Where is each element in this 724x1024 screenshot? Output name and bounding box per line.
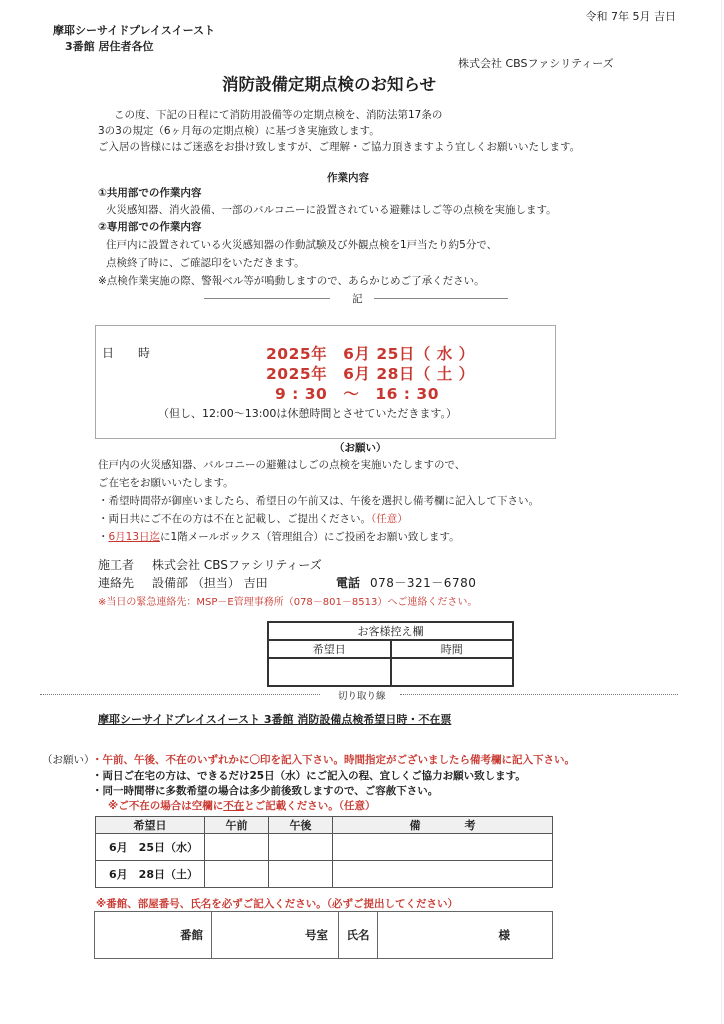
private-area-heading: ②専用部での作業内容 (98, 221, 202, 233)
contractor-name: 株式会社 CBSファシリティーズ (152, 558, 322, 572)
morning-cell[interactable] (205, 834, 269, 861)
customer-copy-time-field[interactable] (391, 658, 514, 686)
request-bullet-2 (98, 511, 408, 526)
page-edge (721, 0, 722, 1024)
phone-label: 電話 (336, 576, 361, 590)
afternoon-cell[interactable] (269, 861, 333, 888)
form-request-label: （お願い） (42, 754, 95, 766)
form-request-4 (108, 798, 375, 813)
request-line-1: 住戸内の火災感知器、バルコニーの避難はしごの点検を実施いたしますので、 (98, 459, 466, 471)
absent-keyword: 不在 (223, 800, 245, 812)
customer-copy-date-header: 希望日 (268, 640, 391, 658)
request-bullet-2-text: ・両日共にご不在の方は不在と記載し、ご提出ください。 (98, 513, 371, 525)
table-row (96, 861, 553, 888)
cut-line-right (400, 694, 678, 695)
intro-line-2: 3の3の規定（6ヶ月毎の定期点検）に基づき実施致します。 (98, 125, 380, 137)
form-request-2: ・両日ご在宅の方は、できるだけ25日（水）にご記入の程、宜しくご協力お願い致します。 (92, 770, 526, 782)
ki-rule-right (374, 298, 508, 299)
customer-copy-title: お客様控え欄 (268, 622, 513, 640)
request-heading: （お願い） (334, 442, 387, 454)
form-request-3: ・同一時間帯に多数希望の場合は多少前後致しますので、ご容赦下さい。 (92, 785, 439, 797)
request-line-2: ご在宅をお願いいたします。 (98, 477, 234, 489)
break-note: （但し、12:00～13:00は休憩時間とさせていただきます。） (158, 407, 458, 420)
alarm-notice: ※点検作業実施の際、警報ベル等が鳴動しますので、あらかじめご了承ください。 (98, 275, 485, 287)
afternoon-cell[interactable] (269, 834, 333, 861)
ki-rule-left (204, 298, 330, 299)
form-title: 摩耶シーサイドプレイスイースト 3番館 消防設備点検希望日時・不在票 (98, 713, 452, 726)
optional-tag: （任意） (371, 513, 408, 525)
name-label: 氏名 (339, 912, 378, 959)
resident-info-table (94, 911, 553, 959)
submission-deadline: 6月13日迄 (108, 531, 161, 543)
page-title: 消防設備定期点検のお知らせ (222, 75, 437, 94)
customer-copy-table (267, 621, 514, 687)
request-bullet-3 (98, 529, 460, 544)
honorific: 様 (498, 928, 510, 942)
header-remarks: 備 考 (333, 817, 553, 834)
remarks-cell[interactable] (333, 834, 553, 861)
schedule-label: 日 時 (102, 346, 151, 360)
required-note: ※番館、部屋番号、氏名を必ずご記入ください。（必ずご提出してください） (96, 898, 458, 910)
recipient-residents: 3番館 居住者各位 (65, 40, 154, 53)
header-afternoon: 午後 (269, 817, 333, 834)
recipient-building: 摩耶シーサイドプレイスイースト (53, 24, 216, 37)
phone-number: 078－321－6780 (370, 576, 477, 590)
room-number-field[interactable] (212, 912, 339, 959)
issue-date: 令和 7年 5月 吉日 (585, 10, 676, 23)
header-morning: 午前 (205, 817, 269, 834)
row-date: 6月 25日（水） (96, 834, 205, 861)
customer-copy-date-field[interactable] (268, 658, 391, 686)
work-heading: 作業内容 (327, 172, 369, 184)
intro-line-3: ご入居の皆様にはご迷惑をお掛け致しますが、ご理解・ご協力頂きますよう宜しくお願いいたします。 (98, 141, 581, 153)
schedule-date-2: 2025年 6月 28日（ 土 ） (266, 365, 475, 383)
header-preferred-date: 希望日 (96, 817, 205, 834)
emergency-contact: ※当日の緊急連絡先：MSP－E管理事務所（078－801－8513）へご連絡ください。 (98, 597, 478, 608)
contact-label: 連絡先 (98, 576, 135, 590)
customer-copy-time-header: 時間 (391, 640, 514, 658)
cut-line-label: 切り取り線 (338, 691, 386, 702)
ki-label: 記 (352, 293, 363, 305)
morning-cell[interactable] (205, 861, 269, 888)
table-row (96, 834, 553, 861)
intro-line-1: この度、下記の日程にて消防用設備等の定期点検を、消防法第17条の (114, 109, 443, 121)
contractor-label: 施工者 (98, 558, 135, 572)
form-request-4-suffix: とご記載ください。（任意） (244, 800, 376, 812)
schedule-date-1: 2025年 6月 25日（ 水 ） (266, 345, 475, 363)
building-number-field[interactable] (95, 912, 212, 959)
request-bullet-1: ・希望時間帯が御座いましたら、希望日の午前又は、午後を選択し備考欄に記入して下さい。 (98, 495, 539, 507)
bullet-prefix: ・ (98, 531, 109, 543)
cut-line-left (40, 694, 320, 695)
schedule-box (95, 325, 556, 439)
contact-person: 設備部 （担当） 吉田 (152, 576, 268, 590)
form-request-4-prefix: ※ご不在の場合は空欄に (108, 800, 224, 812)
sender-company: 株式会社 CBSファシリティーズ (458, 57, 614, 70)
private-area-text-1: 住戸内に設置されている火災感知器の作動試験及び外観点検を1戸当たり約5分で、 (106, 239, 498, 251)
row-date: 6月 28日（土） (96, 861, 205, 888)
room-label: 号室 (305, 928, 328, 942)
request-bullet-3-text: に1階メールボックス（管理組合）にご投函をお願い致します。 (160, 531, 460, 543)
schedule-time: 9 : 30 ～ 16 : 30 (275, 385, 439, 403)
remarks-cell[interactable] (333, 861, 553, 888)
common-area-heading: ①共用部での作業内容 (98, 187, 202, 199)
form-request-1: ・午前、午後、不在のいずれかに〇印を記入下さい。時間指定がございましたら備考欄に記入下さい。 (92, 754, 575, 766)
private-area-text-2: 点検終了時に、ご確認印をいただきます。 (106, 257, 305, 269)
common-area-text: 火災感知器、消火設備、一部のバルコニーに設置されている避難はしご等の点検を実施します。 (106, 204, 557, 216)
building-label: 番館 (180, 928, 203, 942)
preference-table (95, 816, 553, 888)
name-field[interactable] (378, 912, 553, 959)
